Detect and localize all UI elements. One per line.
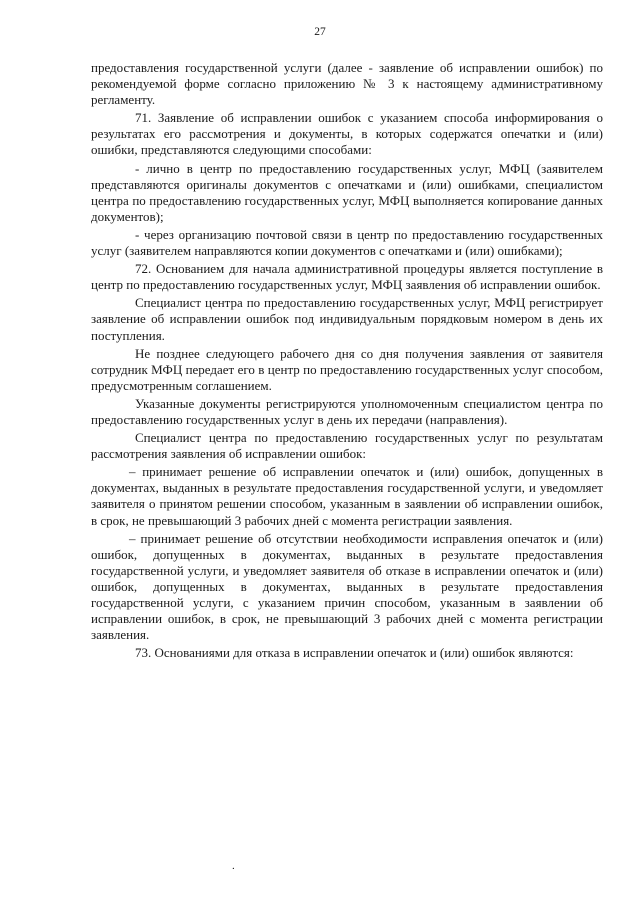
footer-mark: . [232,860,235,872]
paragraph: - лично в центр по предоставлению государственных услуг, МФЦ (заявителем представляются оригиналы документов с опечатками и (или) ошибками, специалистом центра по предоставлению государственных услуг, МФЦ выполняется копирование данных документов); [91,160,603,224]
paragraph: – принимает решение об исправлении опечаток и (или) ошибок, допущенных в документах, выданных в результате предоставления государственной услуги, и уведомляет заявителя о принятом решении способом, указанным в заявлении об исправлении ошибок, в срок, не превышающий 3 рабочих дней с момента регистрации заявления. [91,464,603,528]
paragraph: предоставления государственной услуги (далее - заявление об исправлении ошибок) по рекомендуемой форме согласно приложению № 3 к настоящему административному регламенту. [91,60,603,108]
paragraph: 71. Заявление об исправлении ошибок с указанием способа информирования о результатах его рассмотрения и документы, в которых содержатся опечатки и (или) ошибки, представляются следующими способами: [91,110,603,158]
page-number: 27 [314,26,326,38]
paragraph: – принимает решение об отсутствии необходимости исправления опечаток и (или) ошибок, допущенных в документах, выданных в результате предоставления государственной услуги, и уведомляет заявителя об отказе в исправлении опечаток и (или) ошибок, допущенных в документах, выданных в результате предоставления государственной услуги, с указанием причин способом, указанным в заявлении об исправлении ошибок, в срок, не превышающий 3 рабочих дней с момента регистрации заявления. [91,530,603,643]
paragraph: 72. Основанием для начала административной процедуры является поступление в центр по предоставлению государственных услуг, МФЦ заявления об исправлении ошибок. [91,261,603,293]
paragraph: 73. Основаниями для отказа в исправлении опечаток и (или) ошибок являются: [135,645,574,661]
paragraph: Специалист центра по предоставлению государственных услуг, МФЦ регистрирует заявление об исправлении ошибок под индивидуальным порядковым номером в день их поступления. [91,295,603,343]
paragraph: Специалист центра по предоставлению государственных услуг по результатам рассмотрения заявления об исправлении ошибок: [91,430,603,462]
paragraph: Не позднее следующего рабочего дня со дня получения заявления от заявителя сотрудник МФЦ передает его в центр по предоставлению государственных услуг способом, предусмотренным соглашением. [91,345,603,393]
document-body [91,60,603,663]
paragraph: Указанные документы регистрируются уполномоченным специалистом центра по предоставлению государственных услуг в день их передачи (направления). [91,395,603,427]
paragraph: - через организацию почтовой связи в центр по предоставлению государственных услуг (заявителем направляются копии документов с опечатками и (или) ошибками); [91,226,603,259]
